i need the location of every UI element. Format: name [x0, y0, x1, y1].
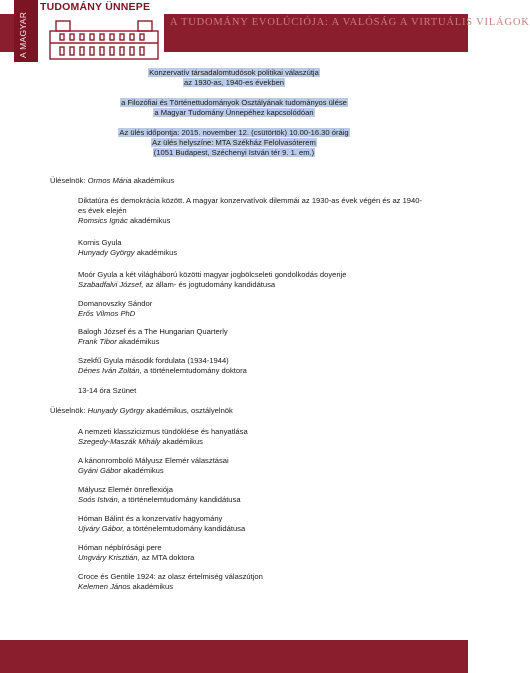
talk-item: Diktatúra és demokrácia között. A magyar konzervatívok dilemmái az 1930-as évek végén és az 1940-es évek elején Romsics Ignác akadémikus	[78, 196, 422, 225]
session-chair: Üléselnök: Hunyady György akadémikus, osztályelnök	[50, 406, 233, 415]
talk-item: Kornis Gyula Hunyady György akadémikus	[78, 238, 178, 257]
academy-building-icon	[48, 17, 160, 61]
break-item: 13-14 óra Szünet	[78, 386, 137, 395]
logo-side-strip	[14, 0, 38, 62]
time-line: Az ülés időpontja: 2015. november 12. (csütörtök) 10.00-16.30 óráig	[119, 128, 349, 137]
talk-item: Hóman Bálint és a konzervatív hagyomány Ujváry Gábor, a történelemtudomány kandidátusa	[78, 514, 246, 533]
session-chair: Üléselnök: Ormos Mária akadémikus	[50, 176, 175, 185]
main-subtitle: az 1930-as, 1940-es években	[183, 78, 285, 87]
footer-band	[0, 640, 468, 673]
talk-item: Szekfű Gyula második fordulata (1934-1944) Dénes Iván Zoltán, a történelemtudomány doktora	[78, 356, 247, 375]
occasion-line: a Magyar Tudomány Ünnepéhez kapcsolódóan	[154, 108, 314, 117]
talk-item: Croce és Gentile 1924: az olasz értelmiség válaszútjon Kelemen János akadémikus	[78, 572, 263, 591]
talk-item: Moór Gyula a két világháború közötti magyar jogbölcseleti gondolkodás doyenje Szabadfalvi József, az állam- és jogtudomány kandidátusa	[78, 270, 347, 289]
logo-side-text: A MAGYAR	[18, 11, 28, 58]
organizer-line: a Filozófiai és Történettudományok Osztályának tudományos ülése	[121, 98, 347, 107]
address-line: (1051 Budapest, Széchenyi István tér 9. 1. em.)	[153, 148, 315, 157]
talk-item: A kánonromboló Mályusz Elemér választásai Gyáni Gábor akadémikus	[78, 456, 229, 475]
logo-title: TUDOMÁNY ÜNNEPE	[40, 1, 151, 13]
talk-item: Mályusz Elemér önreflexiója Soós István, a történelemtudomány kandidátusa	[78, 485, 241, 504]
talk-item: Hóman népbírósági pere Ungváry Krisztián, az MTA doktora	[78, 543, 195, 562]
title-block	[60, 68, 408, 158]
place-line: Az ülés helyszíne: MTA Székház Felolvasóterem	[152, 138, 316, 147]
main-title: Konzervatív társadalomtudósok politikai válaszútja	[149, 68, 319, 77]
talk-item: Balogh József és a The Hungarian Quarterly Frank Tibor akadémikus	[78, 327, 228, 346]
talk-item: Domanovszky Sándor Erős Vilmos PhD	[78, 299, 153, 318]
talk-item: A nemzeti klasszicizmus tündöklése és hanyatlása Szegedy-Maszák Mihály akadémikus	[78, 427, 248, 446]
header-tagline: A TUDOMÁNY EVOLÚCIÓJA: A VALÓSÁG A VIRTUÁLIS VILÁGOK	[170, 17, 530, 28]
